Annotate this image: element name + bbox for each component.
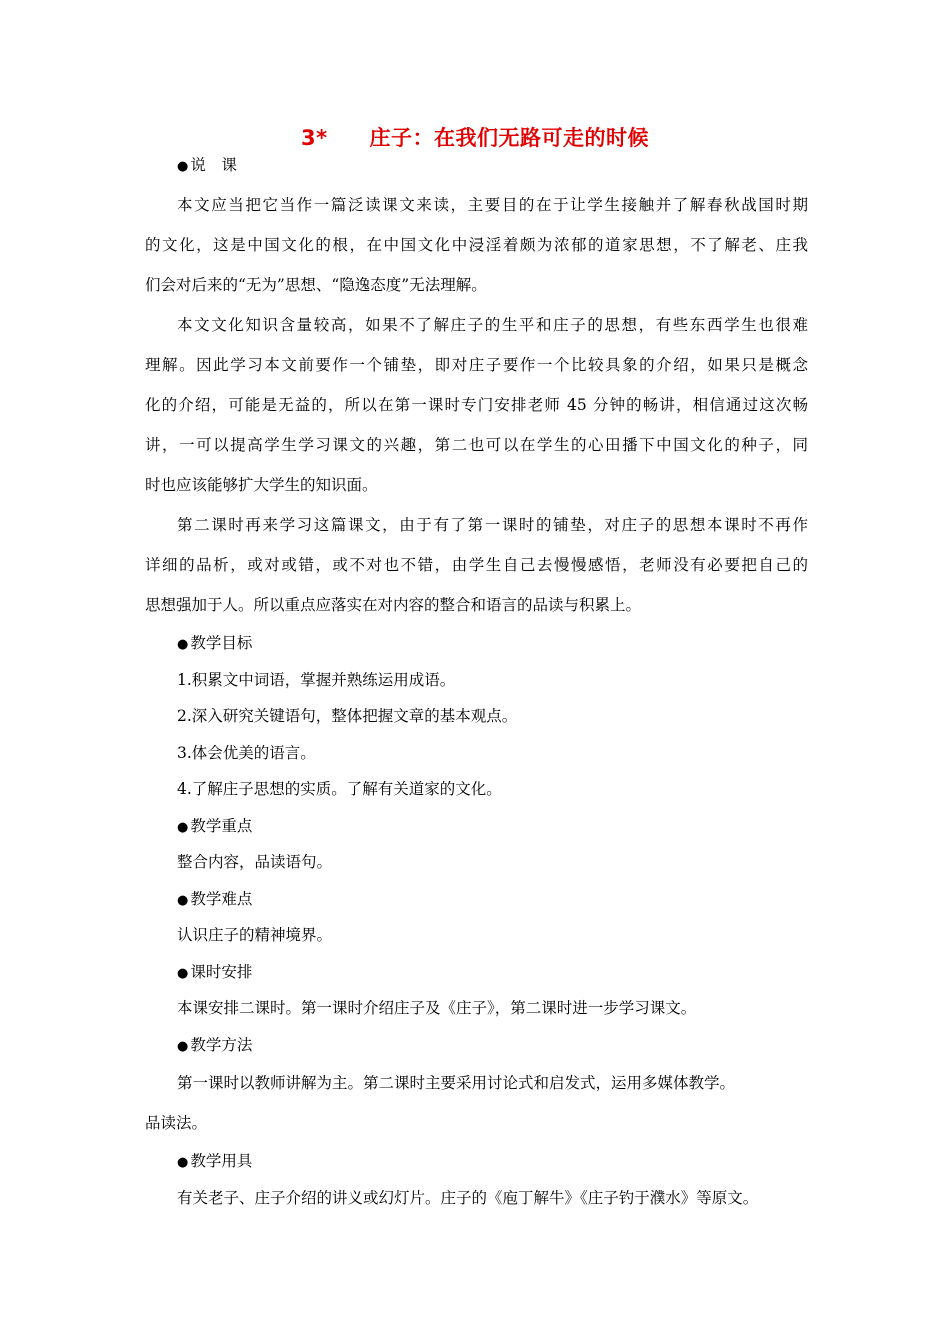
section-heading-schedule: ● 课时安排 bbox=[177, 962, 253, 981]
section-heading-difficulties: ● 教学难点 bbox=[177, 889, 253, 908]
tools-text: 有关老子、庄子介绍的讲义或幻灯片。庄子的《庖丁解牛》《庄子钓于濮水》等原文。 bbox=[177, 1188, 759, 1207]
bullet-icon: ● bbox=[177, 1038, 189, 1054]
paragraph-line: 理解。因此学习本文前要作一个铺垫，即对庄子要作一个比较具象的介绍，如果只是概念 bbox=[145, 356, 808, 374]
paragraph-line: 们会对后来的“无为”思想、“隐逸态度”无法理解。 bbox=[145, 276, 487, 294]
goal-item: 4.了解庄子思想的实质。了解有关道家的文化。 bbox=[177, 780, 502, 798]
schedule-text: 本课安排二课时。第一课时介绍庄子及《庄子》，第二课时进一步学习课文。 bbox=[177, 999, 697, 1017]
bullet-icon: ● bbox=[177, 159, 189, 174]
paragraph-line: 思想强加于人。所以重点应落实在对内容的整合和语言的品读与积累上。 bbox=[145, 596, 642, 614]
paragraph-line: 时也应该能够扩大学生的知识面。 bbox=[145, 476, 378, 494]
difficulties-text: 认识庄子的精神境界。 bbox=[177, 926, 333, 944]
paragraph-line: 讲，一可以提高学生学习课文的兴趣，第二也可以在学生的心田播下中国文化的种子，同 bbox=[145, 436, 808, 454]
document-body bbox=[145, 145, 808, 1216]
bullet-icon: ● bbox=[177, 819, 189, 835]
paragraph-line: 本文应当把它当作一篇泛读课文来读，主要目的在于让学生接触并了解春秋战国时期 bbox=[177, 196, 808, 214]
section-heading-goals: ● 教学目标 bbox=[177, 634, 253, 652]
goal-item: 1.积累文中词语，掌握并熟练运用成语。 bbox=[177, 670, 456, 689]
goal-item: 2.深入研究关键语句，整体把握文章的基本观点。 bbox=[177, 707, 518, 725]
section-heading-shuoke: ● 说 课 bbox=[177, 156, 237, 174]
bullet-icon: ● bbox=[177, 965, 189, 981]
methods-text: 品读法。 bbox=[145, 1114, 208, 1132]
key-points-text: 整合内容，品读语句。 bbox=[177, 853, 333, 871]
section-heading-key-points: ● 教学重点 bbox=[177, 816, 253, 835]
paragraph-line: 本文文化知识含量较高，如果不了解庄子的生平和庄子的思想，有些东西学生也很难 bbox=[177, 316, 808, 334]
section-heading-methods: ● 教学方法 bbox=[177, 1035, 253, 1054]
lesson-title-text: 庄子：在我们无路可走的时候 bbox=[369, 126, 650, 150]
paragraph-line: 的文化，这是中国文化的根，在中国文化中浸淫着颇为浓郁的道家思想，不了解老、庄我 bbox=[145, 236, 808, 254]
bullet-icon: ● bbox=[177, 637, 189, 652]
paragraph-line: 化的介绍，可能是无益的，所以在第一课时专门安排老师 45 分钟的畅讲，相信通过这次畅 bbox=[145, 396, 808, 414]
bullet-icon: ● bbox=[177, 1155, 189, 1170]
lesson-number: 3* bbox=[300, 126, 328, 150]
section-heading-tools: ● 教学用具 bbox=[177, 1152, 253, 1170]
paragraph-line: 详细的品析，或对或错，或不对也不错，由学生自己去慢慢感悟，老师没有必要把自己的 bbox=[145, 556, 808, 574]
methods-text: 第一课时以教师讲解为主。第二课时主要采用讨论式和启发式，运用多媒体教学。 bbox=[177, 1074, 736, 1092]
bullet-icon: ● bbox=[177, 892, 189, 908]
goal-item: 3.体会优美的语言。 bbox=[177, 743, 316, 762]
paragraph-line: 第二课时再来学习这篇课文，由于有了第一课时的铺垫，对庄子的思想本课时不再作 bbox=[177, 516, 808, 534]
